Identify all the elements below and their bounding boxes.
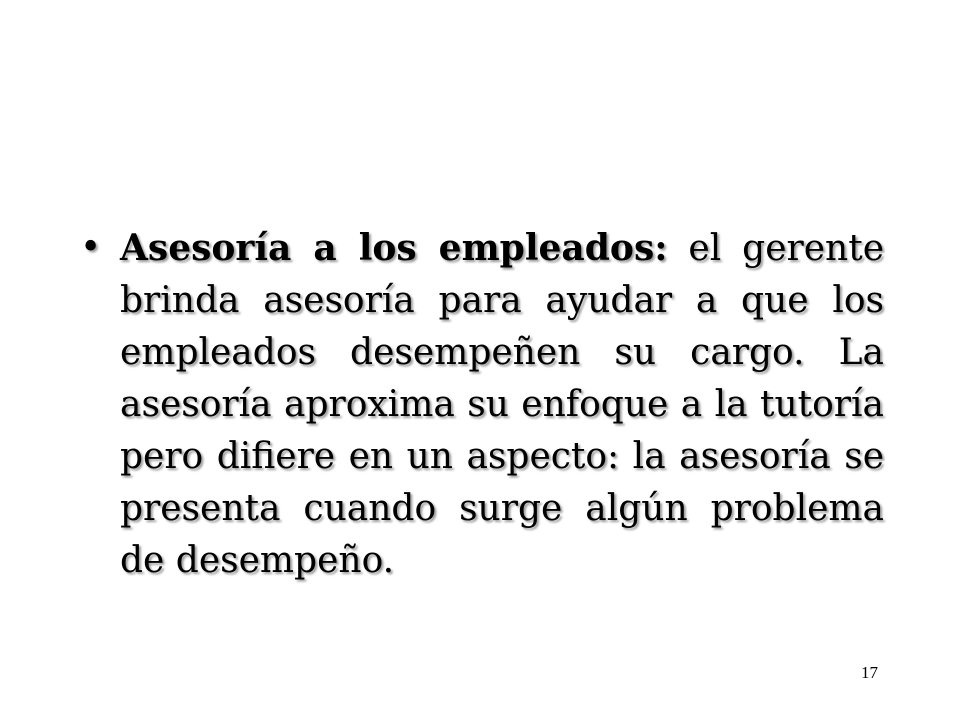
bullet-body-text: el gerente brinda asesoría para ayudar a que los empleados desempeñen su cargo. La asesoría aproxima su enfoque a la tutoría pero difiere en un aspecto: la asesoría se presenta cuando surge algún problema de desempeño. (120, 228, 884, 581)
page-number: 17 (861, 663, 878, 682)
bullet-paragraph (120, 222, 884, 587)
bullet-item (80, 222, 884, 587)
bullet-lead-term: Asesoría a los empleados: (120, 227, 668, 269)
bullet-icon: • (80, 227, 102, 268)
